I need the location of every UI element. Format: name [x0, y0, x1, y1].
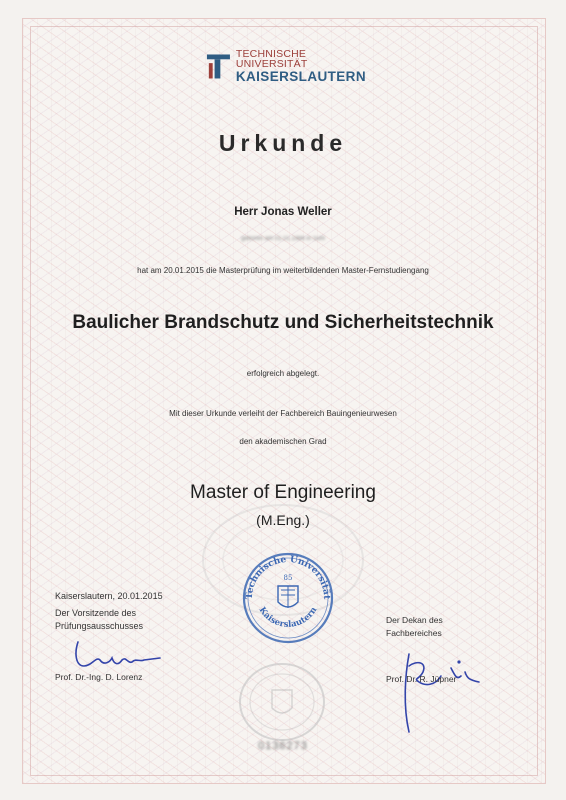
- logo-line-university: TECHNISCHE UNIVERSITÄT: [235, 47, 308, 71]
- passed-statement: erfolgreich abgelegt.: [246, 369, 320, 378]
- logo-line-city: KAISERSLAUTERN: [235, 68, 366, 84]
- seal-number: 85: [283, 574, 293, 582]
- seal-bottom-text: Kaiserslautern: [256, 605, 320, 630]
- seal-top-text: Technische Universität: [244, 554, 332, 600]
- right-signature-block: [386, 614, 443, 640]
- degree-abbreviation: (M.Eng.): [256, 512, 310, 528]
- embossed-seal: [236, 660, 328, 744]
- certificate-serial-number: 0136273: [258, 740, 308, 752]
- right-signer-role-line1: Der Dekan des: [386, 615, 443, 625]
- left-signer-role-line2: Prüfungsausschusses: [55, 621, 144, 632]
- left-signer-role-line1: Der Vorsitzende des: [55, 608, 137, 619]
- university-logo: [205, 48, 375, 84]
- awarding-statement: Mit dieser Urkunde verleiht der Fachbereich Bauingenieurwesen: [169, 409, 397, 418]
- grade-label: den akademischen Grad: [239, 437, 327, 446]
- left-signer-name: Prof. Dr.-Ing. D. Lorenz: [55, 672, 143, 682]
- degree-title: Master of Engineering: [190, 482, 376, 503]
- place-date: Kaiserslautern, 20.01.2015: [55, 591, 163, 601]
- university-logo-icon: [205, 51, 232, 81]
- left-handwritten-signature: [70, 636, 170, 676]
- certificate-title: Urkunde: [218, 130, 348, 156]
- official-seal-stamp: [238, 546, 338, 646]
- right-handwritten-signature: [395, 646, 485, 736]
- recipient-name: Herr Jonas Weller: [234, 206, 332, 218]
- program-title: Baulicher Brandschutz und Sicherheitstechnik: [72, 312, 494, 333]
- left-signature-block: [55, 590, 163, 633]
- exam-statement: hat am 20.01.2015 die Masterprüfung im weiterbildenden Master-Fernstudiengang: [137, 266, 429, 275]
- right-signer-role-line2: Fachbereiches: [386, 627, 442, 638]
- birth-line: geboren am 01.01.1986 in Suhl: [241, 236, 325, 242]
- right-signer-name: Prof. Dr. R. Jüpner: [386, 674, 457, 684]
- svg-text:Kaiserslautern: [257, 605, 320, 630]
